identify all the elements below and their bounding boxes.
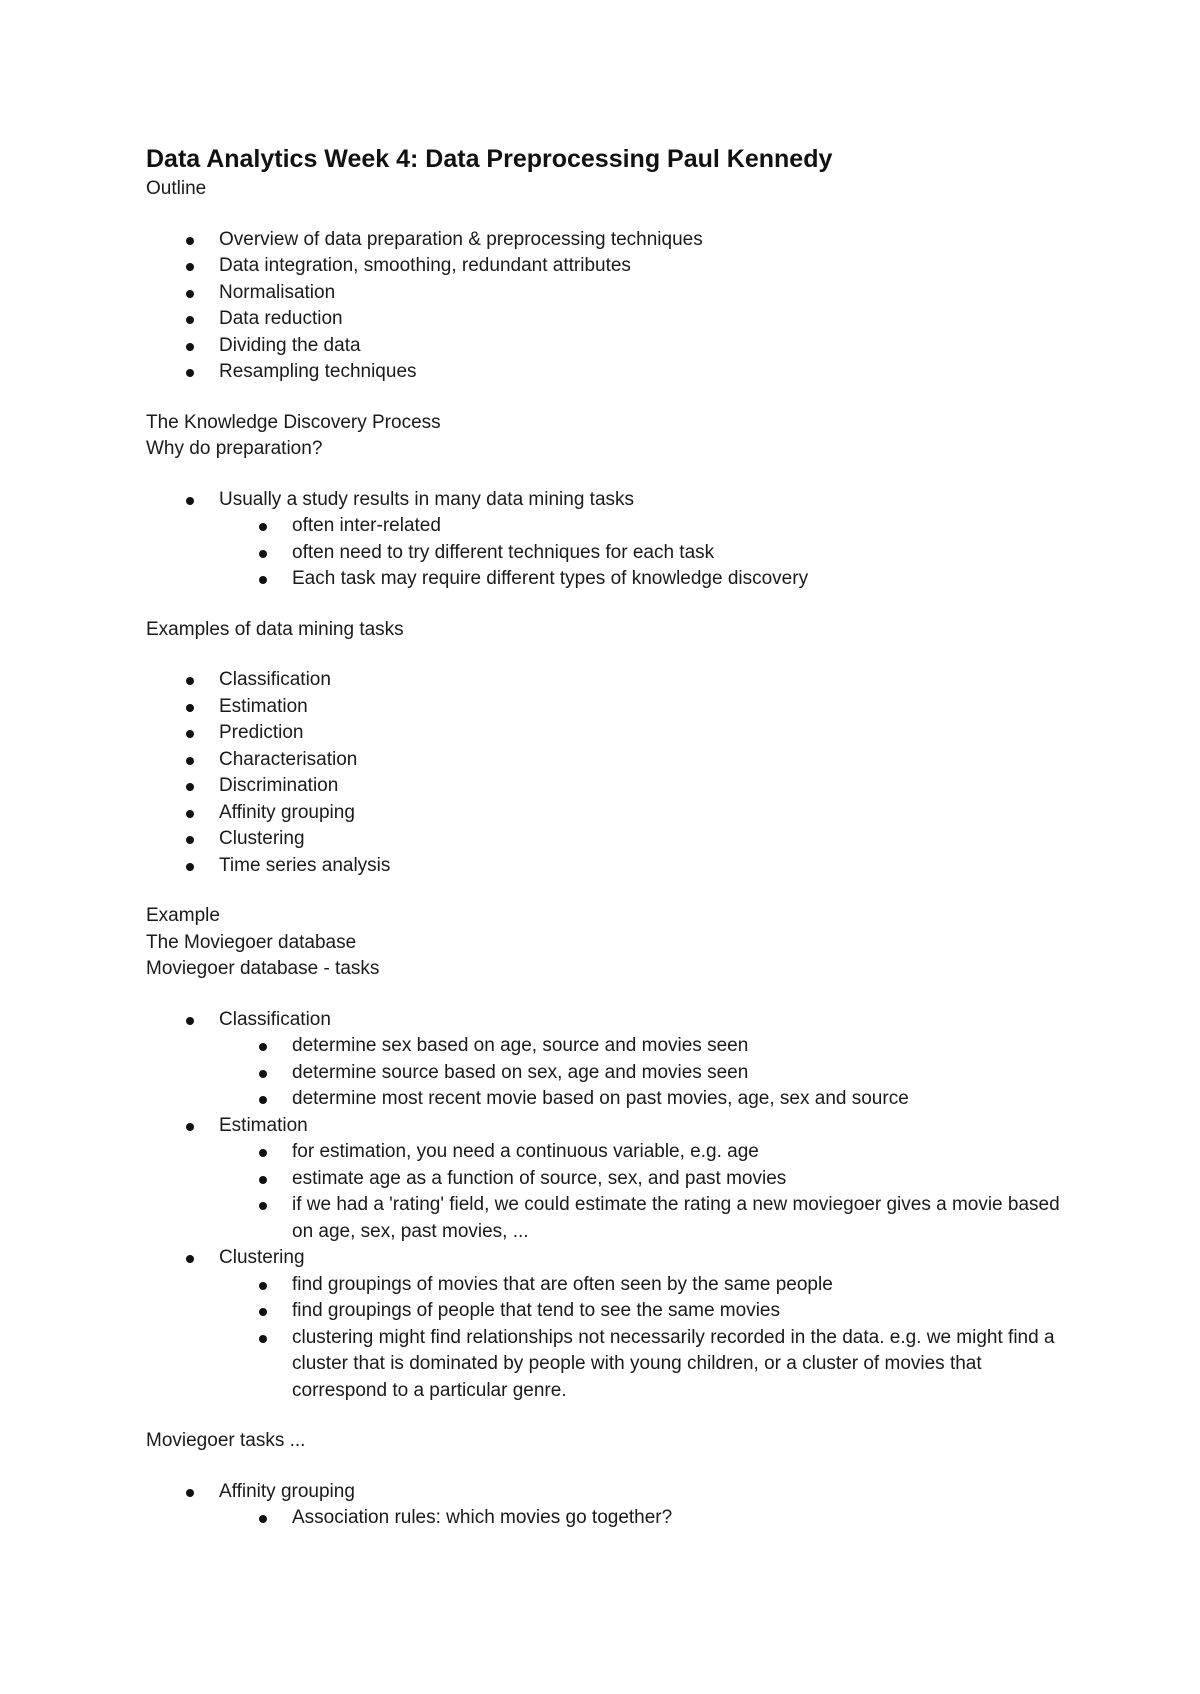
list-subitem: determine source based on sex, age and movies seen	[146, 1060, 1076, 1087]
list-item: Overview of data preparation & preprocessing techniques	[146, 227, 1076, 254]
outline-heading: Outline	[146, 178, 207, 199]
bullet-icon	[186, 783, 194, 791]
bullet-icon	[186, 263, 194, 271]
list-item: Resampling techniques	[146, 359, 1076, 386]
moviegoer-tasks-list	[146, 1007, 1076, 1405]
list-item: Affinity grouping	[146, 800, 1076, 827]
list-subitem: clustering might find relationships not necessarily recorded in the data. e.g. we might find a cluster that is dominated by people with young children, or a cluster of movies that correspond to a particular genre.	[146, 1325, 1076, 1405]
kdp-heading: The Knowledge Discovery Process	[146, 411, 441, 433]
bullet-icon	[259, 1149, 267, 1157]
bullet-icon	[186, 290, 194, 298]
bullet-icon	[259, 1070, 267, 1078]
list-subitem: for estimation, you need a continuous variable, e.g. age	[146, 1139, 1076, 1166]
bullet-icon	[259, 1176, 267, 1184]
list-subitem: often inter-related	[146, 513, 1076, 540]
bullet-icon	[259, 1282, 267, 1290]
bullet-icon	[186, 1123, 194, 1131]
list-subitem: if we had a 'rating' field, we could estimate the rating a new moviegoer gives a movie based on age, sex, past movies, ...	[146, 1192, 1076, 1245]
bullet-icon	[186, 1489, 194, 1497]
examples-heading: Examples of data mining tasks	[146, 618, 404, 640]
bullet-icon	[186, 677, 194, 685]
list-item: Data integration, smoothing, redundant attributes	[146, 253, 1076, 280]
list-subitem: Each task may require different types of knowledge discovery	[146, 566, 1076, 593]
moviegoer-tasks-more-heading: Moviegoer tasks ...	[146, 1430, 306, 1451]
examples-list	[146, 667, 1076, 879]
bullet-icon	[259, 576, 267, 584]
bullet-icon	[186, 316, 194, 324]
bullet-icon	[186, 237, 194, 245]
list-item: Discrimination	[146, 773, 1076, 800]
bullet-icon	[259, 1096, 267, 1104]
example-heading: Example	[146, 905, 220, 926]
bullet-icon	[186, 757, 194, 765]
list-item: Classification	[146, 1007, 1076, 1034]
bullet-icon	[259, 1515, 267, 1523]
list-item: Normalisation	[146, 280, 1076, 307]
list-item: Usually a study results in many data mining tasks	[146, 487, 1076, 514]
list-subitem: find groupings of movies that are often seen by the same people	[146, 1272, 1076, 1299]
moviegoer-tasks-heading: Moviegoer database - tasks	[146, 958, 380, 979]
list-item: Prediction	[146, 720, 1076, 747]
moviegoer-db-heading: The Moviegoer database	[146, 931, 357, 953]
list-subitem: find groupings of people that tend to see the same movies	[146, 1298, 1076, 1325]
document-title: Data Analytics Week 4: Data Preprocessing Paul Kennedy	[146, 145, 833, 173]
bullet-icon	[259, 1043, 267, 1051]
list-item: Data reduction	[146, 306, 1076, 333]
bullet-icon	[186, 343, 194, 351]
bullet-icon	[186, 369, 194, 377]
list-item: Estimation	[146, 1113, 1076, 1140]
bullet-icon	[259, 550, 267, 558]
bullet-icon	[186, 810, 194, 818]
affinity-list	[146, 1479, 1076, 1532]
bullet-icon	[259, 1335, 267, 1343]
bullet-icon	[259, 523, 267, 531]
bullet-icon	[186, 836, 194, 844]
bullet-icon	[186, 497, 194, 505]
list-subitem: determine sex based on age, source and movies seen	[146, 1033, 1076, 1060]
bullet-icon	[186, 863, 194, 871]
bullet-icon	[186, 704, 194, 712]
why-heading: Why do preparation?	[146, 438, 323, 459]
list-subitem: determine most recent movie based on past movies, age, sex and source	[146, 1086, 1076, 1113]
list-subitem: Association rules: which movies go together?	[146, 1505, 1076, 1532]
list-item: Estimation	[146, 694, 1076, 721]
outline-list	[146, 227, 1076, 386]
list-item: Time series analysis	[146, 853, 1076, 880]
bullet-icon	[186, 1017, 194, 1025]
bullet-icon	[259, 1202, 267, 1210]
document-content	[146, 142, 1076, 1532]
bullet-icon	[186, 730, 194, 738]
list-item: Clustering	[146, 1245, 1076, 1272]
why-list	[146, 487, 1076, 593]
bullet-icon	[186, 1255, 194, 1263]
list-item: Dividing the data	[146, 333, 1076, 360]
list-subitem: often need to try different techniques for each task	[146, 540, 1076, 567]
bullet-icon	[259, 1308, 267, 1316]
list-subitem: estimate age as a function of source, sex, and past movies	[146, 1166, 1076, 1193]
list-item: Characterisation	[146, 747, 1076, 774]
list-item: Classification	[146, 667, 1076, 694]
list-item: Clustering	[146, 826, 1076, 853]
list-item: Affinity grouping	[146, 1479, 1076, 1506]
